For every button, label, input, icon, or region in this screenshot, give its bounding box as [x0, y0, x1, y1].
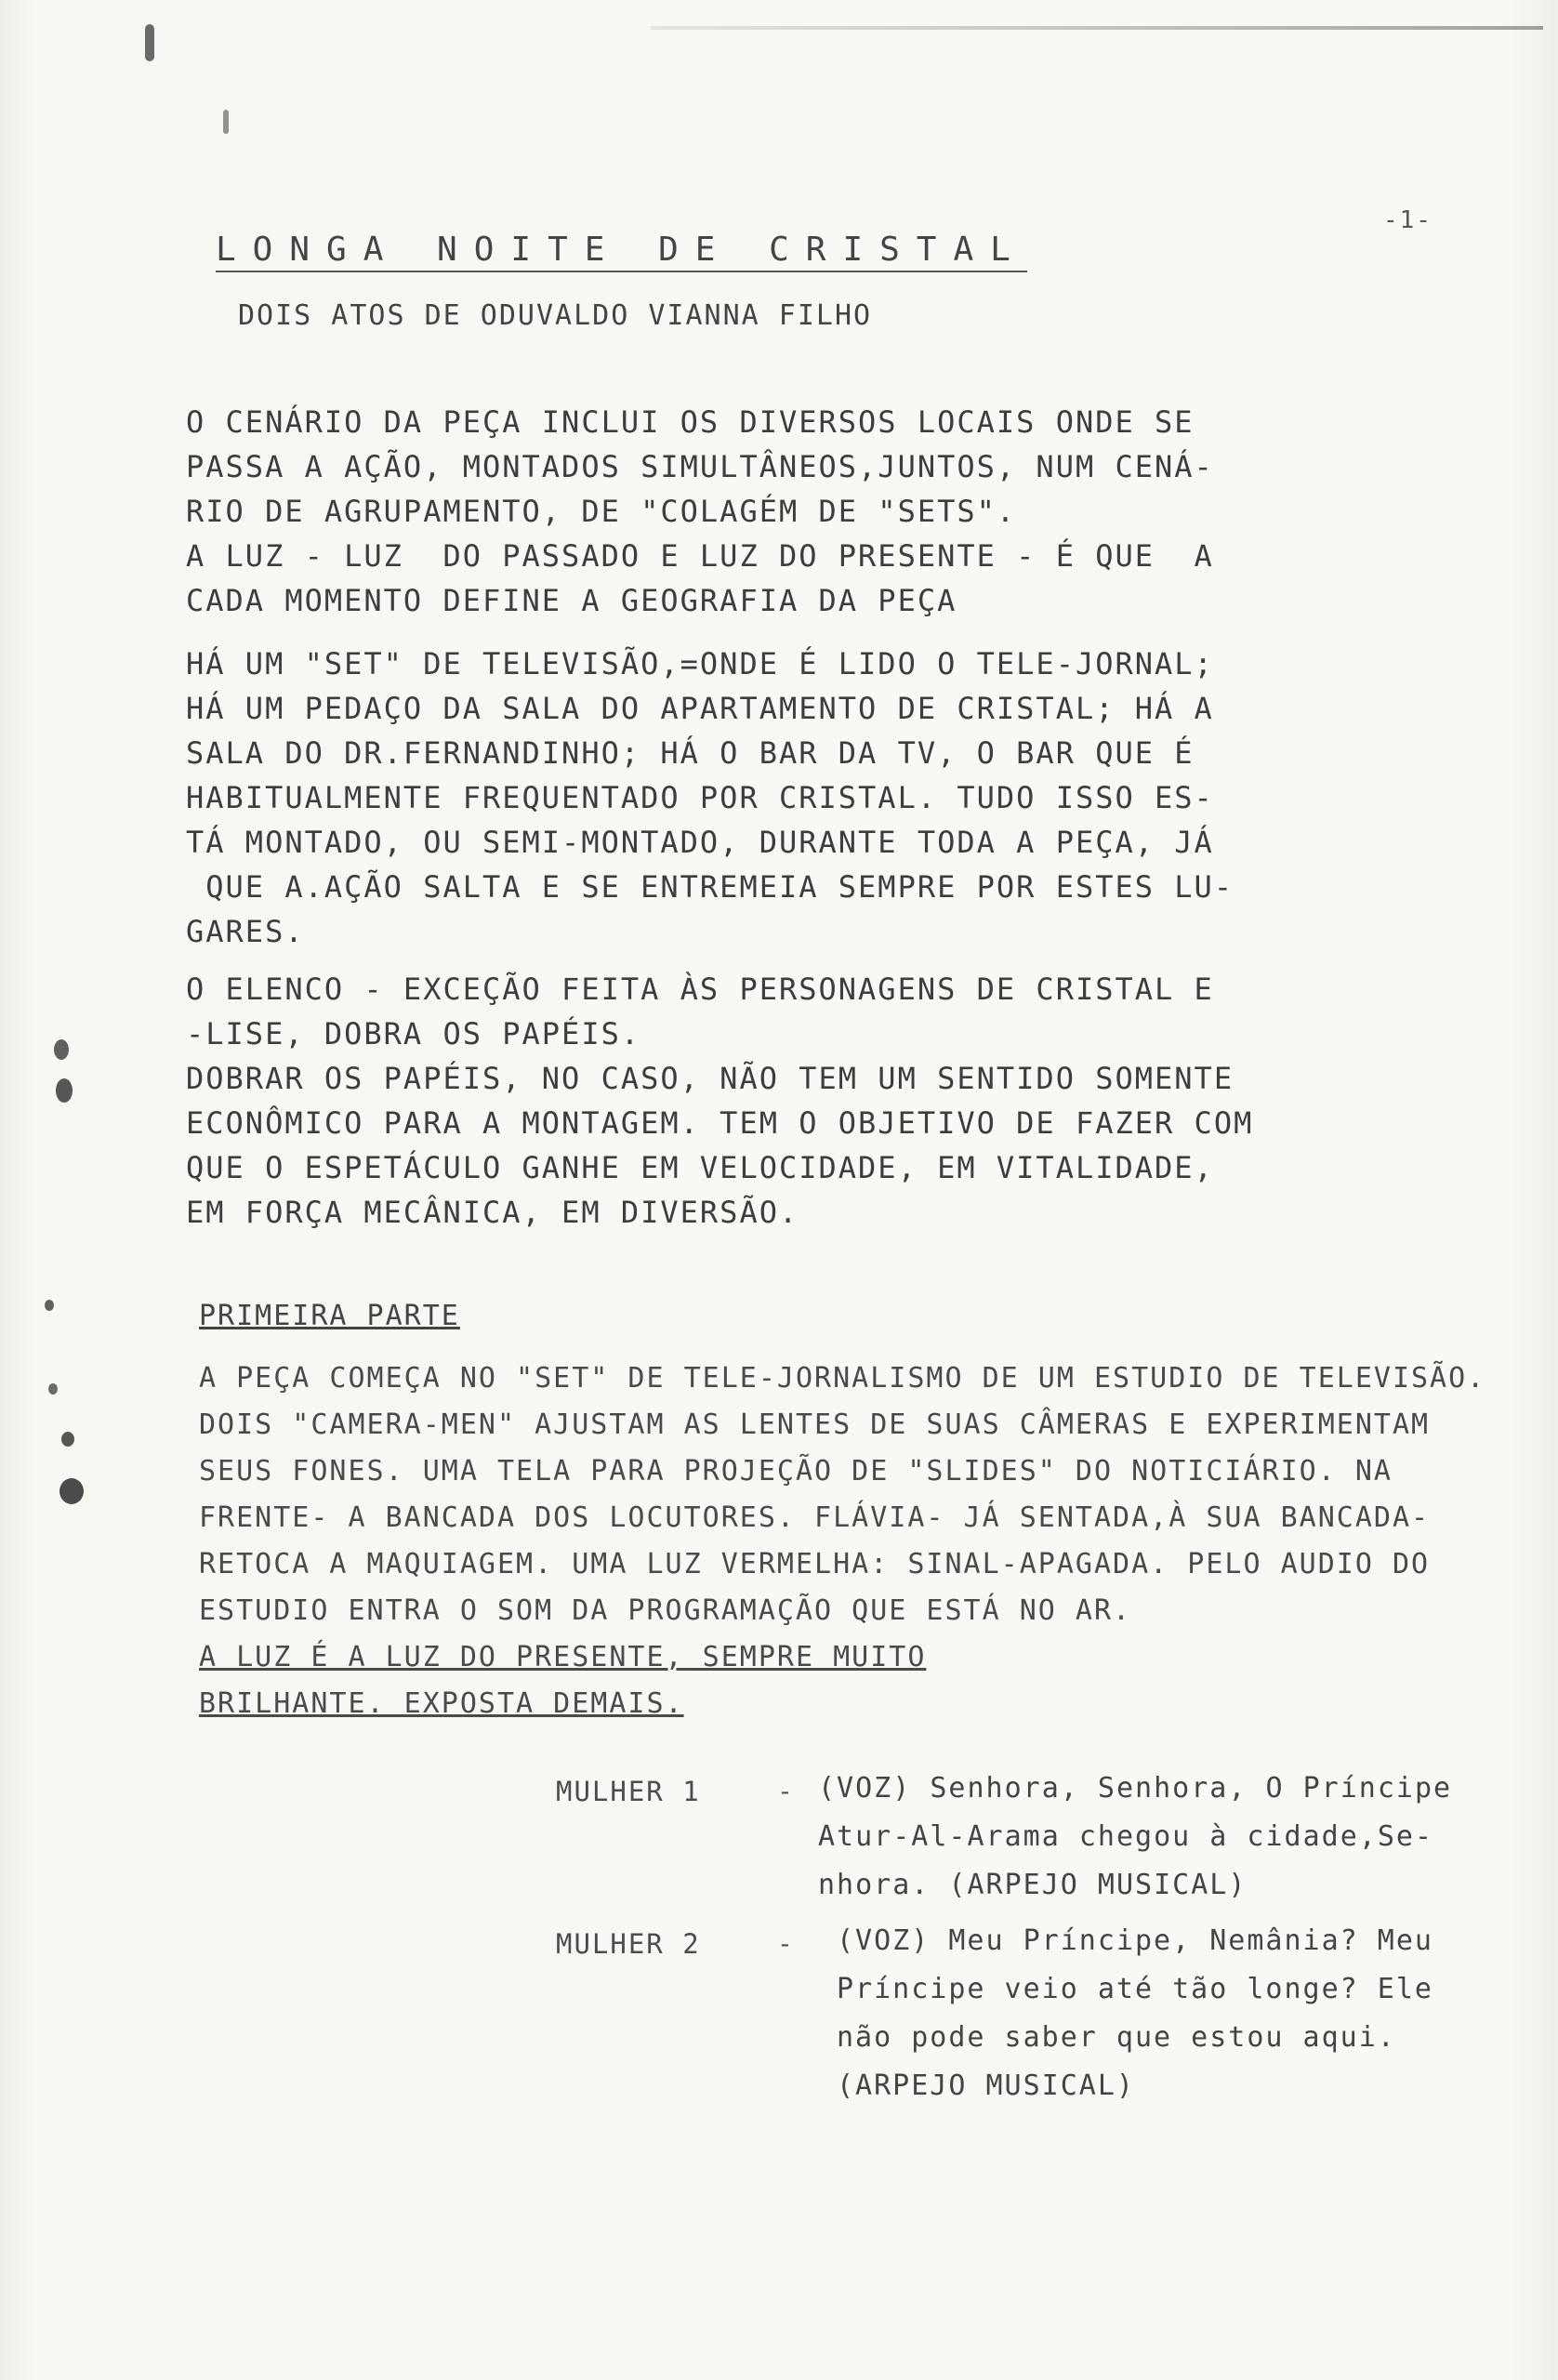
ink-spot [45, 1300, 54, 1311]
ink-spot [48, 1383, 58, 1395]
ink-spot [223, 110, 229, 134]
dialogue-dash: - [777, 1776, 795, 1806]
play-subtitle: DOIS ATOS DE ODUVALDO VIANNA FILHO [238, 299, 873, 332]
stage-direction: A PEÇA COMEÇA NO "SET" DE TELE-JORNALISMO DE UM ESTUDIO DE TELEVISÃO. DOIS "CAMERA-MEN" AJUSTAM AS LENTES DE SUAS CÂMERAS E EXPERIMENTAM SEUS FONES. UMA TELA PARA PROJEÇÃO DE "SLIDES" DO NOTICIÁRIO. NA FRENTE- A BANCADA DOS LOCUTORES. FLÁVIA- JÁ SENTADA,À SUA BANCADA- RETOCA A MAQUIAGEM. UMA LUZ VERMELHA: SINAL-APAGADA. PELO AUDIO DO ESTUDIO ENTRA O SOM DA PROGRAMAÇÃO QUE ESTÁ NO AR. [199, 1362, 1486, 1627]
ink-spot [54, 1039, 69, 1060]
intro-paragraph-cast: O ELENCO - EXCEÇÃO FEITA ÀS PERSONAGENS DE CRISTAL E -LISE, DOBRA OS PAPÉIS. DOBRAR OS PAPÉIS, NO CASO, NÃO TEM UM SENTIDO SOMENTE ECONÔMICO PARA A MONTAGEM. TEM O OBJETIVO DE FAZER COM QUE O ESPETÁCULO GANHE EM VELOCIDADE, EM VITALIDADE, EM FORÇA MECÂNICA, EM DIVERSÃO. [186, 972, 1254, 1230]
section-heading: PRIMEIRA PARTE [199, 1300, 460, 1332]
intro-paragraph-scenery: O CENÁRIO DA PEÇA INCLUI OS DIVERSOS LOCAIS ONDE SE PASSA A AÇÃO, MONTADOS SIMULTÂNEOS,JUNTOS, NUM CENÁ- RIO DE AGRUPAMENTO, DE "COLAGÉM DE "SETS". A LUZ - LUZ DO PASSADO E LUZ DO PRESENTE - É QUE A CADA MOMENTO DEFINE A GEOGRAFIA DA PEÇA [186, 404, 1214, 618]
scan-edge-shadow [651, 26, 1543, 30]
dialogue-line: (VOZ) Senhora, Senhora, O Príncipe Atur-Al-Arama chegou à cidade,Se- nhora. (ARPEJO MUSICAL) [818, 1772, 1453, 1901]
speaker-name: MULHER 1 [556, 1776, 701, 1807]
ink-spot [145, 24, 154, 61]
ink-spot [61, 1432, 74, 1447]
ink-spot [59, 1478, 84, 1504]
dialogue-dash: - [777, 1928, 795, 1959]
ink-spot [56, 1078, 73, 1103]
page-number: -1- [1383, 206, 1433, 234]
lighting-note: A LUZ É A LUZ DO PRESENTE, SEMPRE MUITO BRILHANTE. EXPOSTA DEMAIS. [199, 1641, 927, 1720]
dialogue-line: (VOZ) Meu Príncipe, Nemânia? Meu Príncipe veio até tão longe? Ele não pode saber que estou aqui. (ARPEJO MUSICAL) [837, 1924, 1433, 2102]
intro-paragraph-sets: HÁ UM "SET" DE TELEVISÃO,=ONDE É LIDO O TELE-JORNAL; HÁ UM PEDAÇO DA SALA DO APARTAMENTO DE CRISTAL; HÁ A SALA DO DR.FERNANDINHO; HÁ O BAR DA TV, O BAR QUE É HABITUALMENTE FREQUENTADO POR CRISTAL. TUDO ISSO ES- TÁ MONTADO, OU SEMI-MONTADO, DURANTE TODA A PEÇA, JÁ QUE A.AÇÃO SALTA E SE ENTREMEIA SEMPRE POR ESTES LU- GARES. [186, 646, 1235, 949]
speaker-name: MULHER 2 [556, 1928, 701, 1960]
play-title: LONGA NOITE DE CRISTAL [216, 231, 1027, 272]
